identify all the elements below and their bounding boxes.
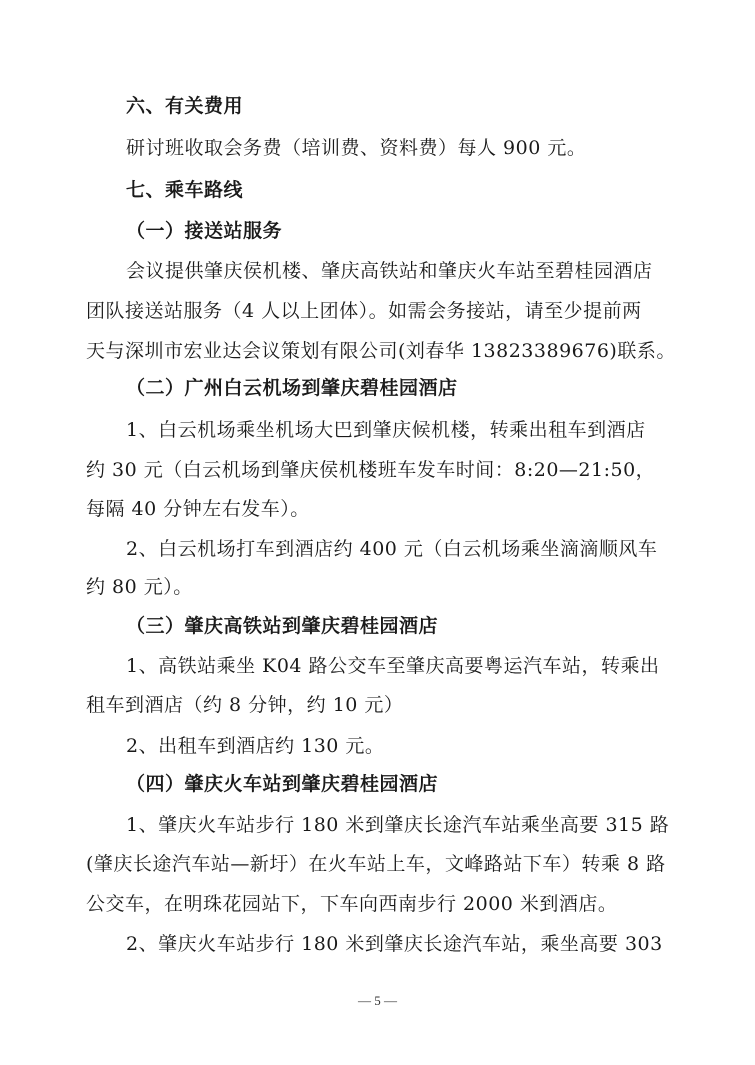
subsection-3-item-1-line-1: 1、高铁站乘坐 K04 路公交车至肇庆高要粤运汽车站，转乘出 <box>126 655 660 677</box>
subsection-2-heading: （二）广州白云机场到肇庆碧桂园酒店 <box>126 377 458 399</box>
subsection-4-item-1-line-2: (肇庆长途汽车站—新圩）在火车站上车，文峰路站下车）转乘 8 路 <box>86 853 666 875</box>
section-6-body: 研讨班收取会务费（培训费、资料费）每人 900 元。 <box>126 137 587 159</box>
subsection-2-item-2-line-2: 约 80 元）。 <box>86 576 193 598</box>
subsection-4-item-1-line-1: 1、肇庆火车站步行 180 米到肇庆长途汽车站乘坐高要 315 路 <box>126 814 670 836</box>
section-6-heading: 六、有关费用 <box>126 95 244 117</box>
subsection-4-heading: （四）肇庆火车站到肇庆碧桂园酒店 <box>126 773 439 795</box>
subsection-2-item-1-line-3: 每隔 40 分钟左右发车）。 <box>86 498 310 520</box>
section-7-heading: 七、乘车路线 <box>126 179 244 201</box>
subsection-1-line-3: 天与深圳市宏业达会议策划有限公司(刘春华 13823389676)联系。 <box>86 340 676 362</box>
page-number: — 5 — <box>358 993 397 1008</box>
subsection-2-item-1-line-1: 1、白云机场乘坐机场大巴到肇庆候机楼，转乘出租车到酒店 <box>126 419 646 441</box>
subsection-2-item-1-line-2: 约 30 元（白云机场到肇庆侯机楼班车发车时间：8:20—21:50， <box>86 459 656 481</box>
subsection-3-item-1-line-2: 租车到酒店（约 8 分钟，约 10 元） <box>86 694 404 716</box>
subsection-1-heading: （一）接送站服务 <box>126 220 283 242</box>
subsection-4-item-1-line-3: 公交车，在明珠花园站下，下车向西南步行 2000 米到酒店。 <box>86 893 618 915</box>
subsection-4-item-2-line-1: 2、肇庆火车站步行 180 米到肇庆长途汽车站，乘坐高要 303 <box>126 933 663 955</box>
subsection-1-line-1: 会议提供肇庆侯机楼、肇庆高铁站和肇庆火车站至碧桂园酒店 <box>126 260 653 282</box>
subsection-1-line-2: 团队接送站服务（4 人以上团体）。如需会务接站，请至少提前两 <box>86 300 642 322</box>
subsection-3-item-2: 2、出租车到酒店约 130 元。 <box>126 735 385 757</box>
subsection-2-item-2-line-1: 2、白云机场打车到酒店约 400 元（白云机场乘坐滴滴顺风车 <box>126 538 658 560</box>
subsection-3-heading: （三）肇庆高铁站到肇庆碧桂园酒店 <box>126 615 439 637</box>
